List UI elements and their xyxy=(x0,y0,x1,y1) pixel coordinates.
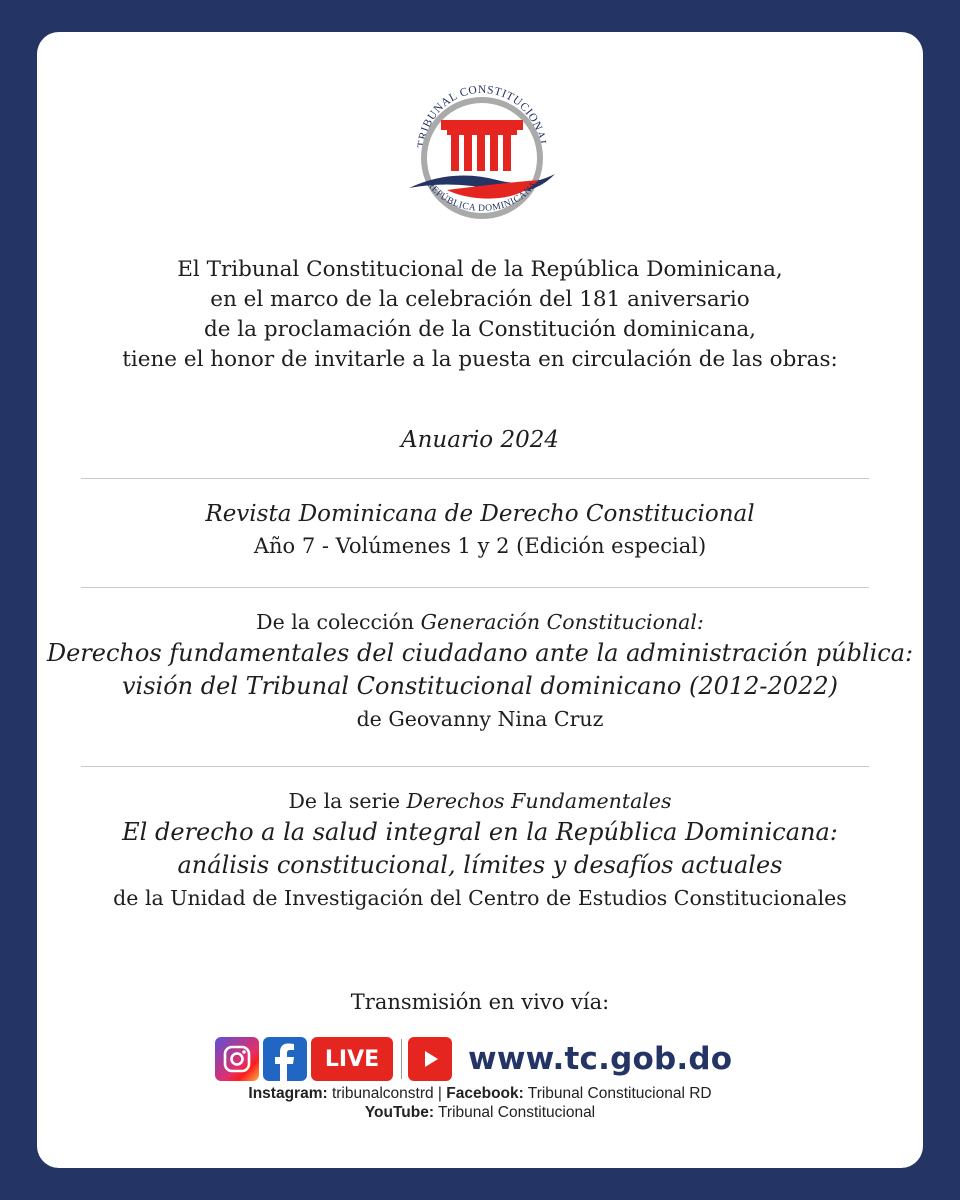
logo-bottom-text: REPÚBLICA DOMINICANA xyxy=(424,179,540,214)
logo-top-text: TRIBUNAL CONSTITUCIONAL xyxy=(415,83,549,149)
website-link[interactable]: www.tc.gob.do xyxy=(468,1041,733,1077)
instagram-handle[interactable]: tribunalconstrd xyxy=(327,1085,434,1102)
coleccion-name: Generación Constitucional: xyxy=(420,610,704,634)
intro-line: en el marco de la celebración del 181 aniversario xyxy=(210,287,750,312)
live-badge[interactable]: LIVE xyxy=(311,1037,393,1081)
intro-paragraph xyxy=(37,255,923,375)
youtube-handle[interactable]: Tribunal Constitucional xyxy=(434,1104,596,1121)
coleccion-block xyxy=(37,607,923,735)
serie-label xyxy=(37,786,923,816)
serie-author: de la Unidad de Investigación del Centro de Estudios Constitucionales xyxy=(113,886,847,910)
intro-line: de la proclamación de la Constitución dominicana, xyxy=(203,317,757,342)
serie-block xyxy=(37,786,923,914)
intro-line: tiene el honor de invitarle a la puesta en circulación de las obras: xyxy=(122,347,838,372)
handles-line-2 xyxy=(37,1103,923,1122)
coleccion-title-line-1: Derechos fundamentales del ciudadano ante la administración pública: xyxy=(46,639,914,667)
transmission-label: Transmisión en vivo vía: xyxy=(350,990,610,1014)
serie-prefix: De la serie xyxy=(288,789,407,813)
divider xyxy=(81,766,869,767)
instagram-icon[interactable] xyxy=(215,1037,259,1081)
coleccion-title-line-2: visión del Tribunal Constitucional dominicano (2012-2022) xyxy=(122,672,838,700)
revista-subtitle: Año 7 - Volúmenes 1 y 2 (Edición especial) xyxy=(253,534,707,558)
serie-title-line-1: El derecho a la salud integral en la República Dominicana: xyxy=(122,818,838,846)
youtube-icon[interactable] xyxy=(408,1037,452,1081)
youtube-label: YouTube: xyxy=(364,1104,435,1121)
coleccion-author: de Geovanny Nina Cruz xyxy=(356,707,604,731)
facebook-handle[interactable]: Tribunal Constitucional RD xyxy=(523,1085,712,1102)
social-handles xyxy=(37,1084,923,1122)
facebook-label: Facebook: xyxy=(446,1085,524,1102)
intro-line: El Tribunal Constitucional de la República Dominicana, xyxy=(177,257,783,282)
handles-line-1 xyxy=(37,1084,923,1103)
instagram-label: Instagram: xyxy=(248,1085,328,1102)
revista-block xyxy=(37,498,923,562)
coleccion-prefix: De la colección xyxy=(256,610,421,634)
handle-divider: | xyxy=(433,1085,447,1102)
anuario-title: Anuario 2024 xyxy=(401,427,559,453)
revista-title: Revista Dominicana de Derecho Constitucional xyxy=(205,501,755,527)
social-row xyxy=(215,1036,732,1082)
tribunal-constitucional-logo xyxy=(407,72,557,232)
invitation-card xyxy=(37,32,923,1168)
divider xyxy=(81,587,869,588)
facebook-icon[interactable] xyxy=(263,1037,307,1081)
divider xyxy=(81,478,869,479)
serie-title-line-2: análisis constitucional, límites y desafíos actuales xyxy=(177,851,783,879)
icon-separator xyxy=(401,1039,402,1079)
serie-name: Derechos Fundamentales xyxy=(406,789,672,813)
coleccion-label xyxy=(37,607,923,637)
